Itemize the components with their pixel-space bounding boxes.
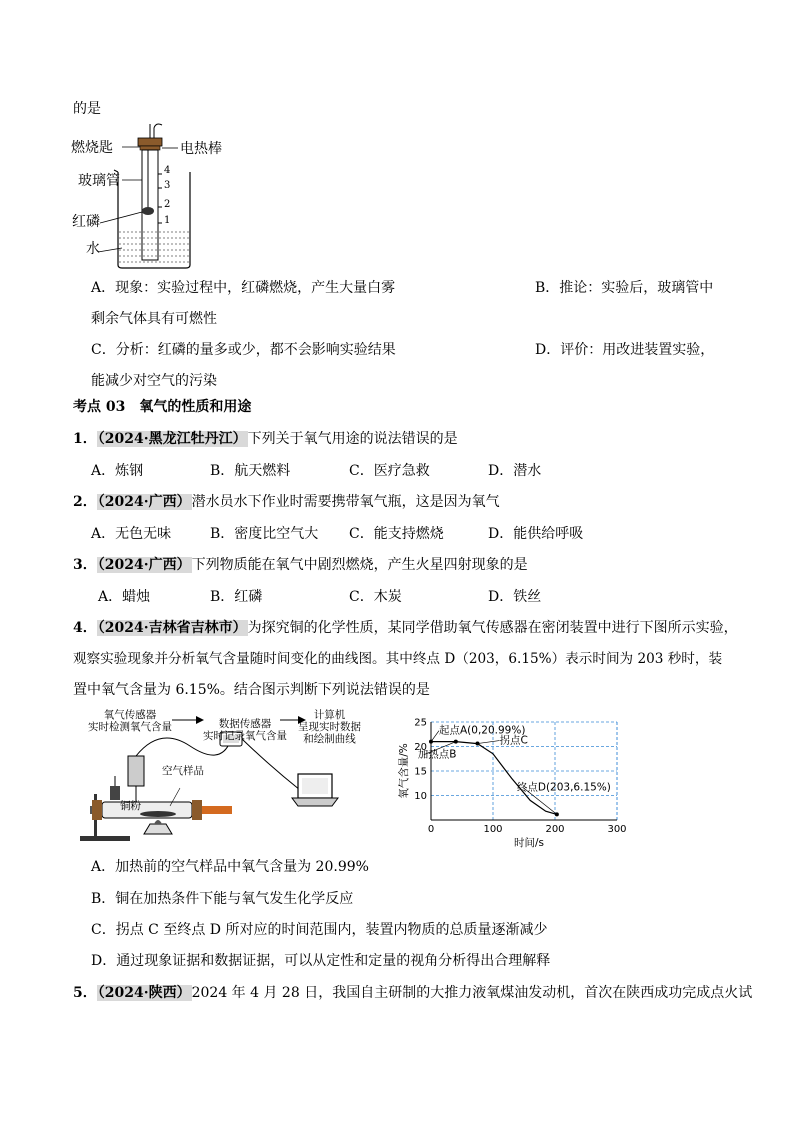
q2-option-a: A．无色无味 (91, 526, 172, 542)
q2-option-c: C．能支持燃烧 (349, 526, 444, 542)
apparatus-data-line-1: 数据传感器 (218, 718, 272, 730)
prev-option-d-cont: 能减少对空气的污染 (91, 373, 217, 389)
prev-option-d: D．评价：用改进装置实验， (535, 342, 715, 358)
intro-tail: 的是 (73, 101, 101, 117)
label-rod: 电热棒 (180, 141, 222, 157)
chart-x-tick-label: 100 (483, 824, 503, 835)
scale-2: 2 (164, 199, 171, 210)
chart-annotations (418, 724, 611, 815)
q1-option-a: A．炼钢 (91, 463, 144, 479)
q1-option-d: D．潜水 (488, 463, 542, 479)
chart-y-tick-label: 15 (414, 766, 427, 778)
q1-stem-line (73, 429, 458, 449)
section-title: 考点 03 氧气的性质和用途 (73, 399, 252, 415)
apparatus-pc-label (298, 709, 361, 745)
q2-stem-line (73, 492, 500, 512)
chart-annotation-label: 加热点B (417, 748, 457, 761)
chart-x-tick-label: 200 (545, 824, 565, 835)
prev-option-b-cont: 剩余气体具有可燃性 (91, 311, 217, 327)
chart-annotation-label: 拐点C (499, 734, 528, 747)
q1-option-c: C．医疗急救 (349, 463, 430, 479)
prev-option-a: A．现象：实验过程中，红磷燃烧，产生大量白雾 (91, 280, 396, 296)
chart-annotation-label: 终点D(203,6.15%) (516, 781, 611, 794)
q1-source: （2024·黑龙江牡丹江） (97, 431, 247, 447)
apparatus-copper-label: 铜粉 (120, 800, 141, 812)
apparatus-pc-line-1: 计算机 (313, 709, 346, 721)
q3-option-c: C．木炭 (349, 589, 402, 605)
q4-number: 4． (73, 620, 97, 636)
q5-stem-line (73, 983, 752, 1003)
apparatus-pc-line-2: 呈现实时数据 (298, 721, 361, 733)
label-tube: 玻璃管 (78, 173, 120, 189)
q4-stem-line-1 (73, 618, 738, 638)
q1-stem: 下列关于氧气用途的说法错误的是 (247, 431, 458, 447)
chart-y-tick-label: 25 (414, 717, 427, 729)
chart-y-tick-label: 20 (414, 742, 427, 753)
chart-x-tick-label: 0 (427, 824, 435, 835)
chart-y-tick-label: 10 (414, 791, 427, 802)
q2-option-d: D．能供给呼吸 (488, 526, 584, 542)
chart-x-axis-label: 时间/s (514, 837, 545, 848)
apparatus-sensor-line-1: 氧气传感器 (103, 709, 157, 721)
prev-option-b: B．推论：实验后，玻璃管中 (535, 280, 714, 296)
q5-stem: 2024 年 4 月 28 日，我国自主研制的大推力液氧煤油发动机，首次在陕西成功完成点火试 (191, 985, 753, 1001)
q5-source: （2024·陕西） (97, 985, 191, 1001)
prev-option-c: C．分析：红磷的量多或少，都不会影响实验结果 (91, 342, 396, 358)
q3-option-d: D．铁丝 (488, 589, 542, 605)
q4-option-a: A．加热前的空气样品中氧气含量为 20.99% (91, 859, 369, 875)
q4-option-d: D．通过现象证据和数据证据，可以从定性和定量的视角分析得出合理解释 (91, 953, 551, 969)
chart-y-axis-label: 氧气含量/% (398, 743, 410, 799)
q3-source: （2024·广西） (97, 557, 191, 573)
q1-number: 1． (73, 431, 97, 447)
label-spoon: 燃烧匙 (71, 140, 113, 156)
q3-number: 3． (73, 557, 97, 573)
q2-stem: 潜水员水下作业时需要携带氧气瓶，这是因为氧气 (191, 494, 500, 510)
scale-3: 3 (164, 180, 171, 191)
label-water: 水 (86, 241, 100, 257)
q3-stem-line (73, 555, 528, 575)
q1-option-b: B．航天燃料 (210, 463, 291, 479)
label-phosphorus: 红磷 (72, 214, 100, 230)
chart-annotation-arrow (431, 731, 439, 742)
q4-stem-2: 观察实验现象并分析氧气含量随时间变化的曲线图。其中终点 D（203，6.15%）表示时间为 203 秒时，装 (73, 651, 723, 667)
chart-annotation-arrow (478, 741, 500, 744)
q3-stem: 下列物质能在氧气中剧烈燃烧，产生火星四射现象的是 (191, 557, 528, 573)
q4-source: （2024·吉林省吉林市） (97, 620, 247, 636)
apparatus-data-label (203, 718, 287, 742)
chart-x-tick-label: 300 (607, 824, 627, 835)
apparatus-sensor-label (88, 709, 172, 733)
oxygen-content-chart (395, 708, 635, 848)
chart-annotation-label: 起点A(0,20.99%) (439, 724, 526, 737)
apparatus-data-line-2: 实时记录氧气含量 (203, 730, 287, 742)
scale-1: 1 (164, 215, 171, 226)
q3-option-b: B．红磷 (210, 589, 263, 605)
q4-stem-3: 置中氧气含量为 6.15%。结合图示判断下列说法错误的是 (73, 682, 430, 698)
q2-option-b: B．密度比空气大 (210, 526, 319, 542)
q4-option-c: C．拐点 C 至终点 D 所对应的时间范围内，装置内物质的总质量逐渐减少 (91, 922, 548, 938)
q5-number: 5． (73, 985, 97, 1001)
q3-option-a: A．蜡烛 (98, 589, 151, 605)
apparatus-pc-line-3: 和绘制曲线 (303, 733, 356, 745)
q4-option-b: B．铜在加热条件下能与氧气发生化学反应 (91, 891, 354, 907)
q2-source: （2024·广西） (97, 494, 191, 510)
q2-number: 2． (73, 494, 97, 510)
q4-stem-1: 为探究铜的化学性质，某同学借助氧气传感器在密闭装置中进行下图所示实验， (247, 620, 738, 636)
apparatus-sample-label: 空气样品 (162, 765, 204, 777)
scale-4: 4 (164, 165, 171, 176)
apparatus-sensor-line-2: 实时检测氧气含量 (88, 721, 172, 733)
